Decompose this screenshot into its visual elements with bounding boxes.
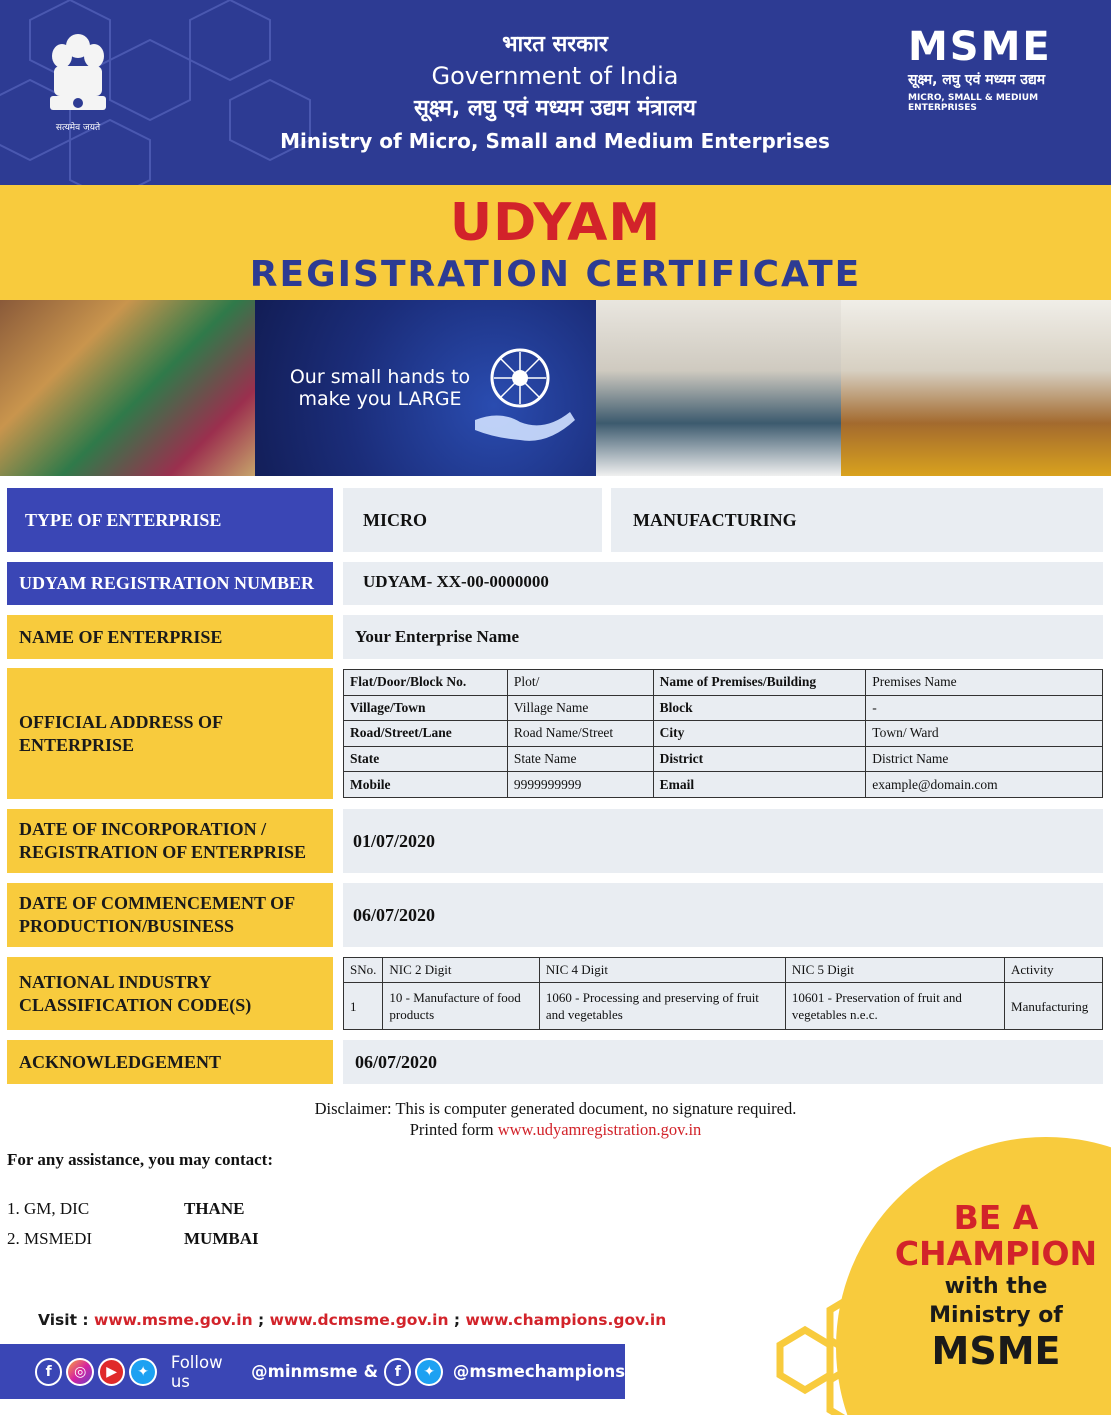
gov-hindi: भारत सरकार (502, 32, 608, 57)
udyam-portal-link[interactable]: www.udyamregistration.gov.in (497, 1120, 702, 1139)
address-table (343, 669, 1103, 798)
dcmsme-gov-link[interactable]: www.dcmsme.gov.in (269, 1311, 449, 1329)
facebook-icon[interactable]: f (35, 1358, 62, 1386)
address-cell: District Name (866, 746, 1103, 772)
address-row (344, 772, 1103, 798)
msme-logo (908, 24, 1083, 113)
title-registration-certificate: REGISTRATION CERTIFICATE (249, 254, 862, 295)
address-row (344, 721, 1103, 747)
address-row (344, 695, 1103, 721)
address-cell: Town/ Ward (866, 721, 1103, 747)
nic-cell: 10 - Manufacture of food products (383, 983, 540, 1030)
date-of-incorporation-value: 01/07/2020 (343, 809, 1103, 873)
visit-separator: ; (453, 1311, 461, 1329)
address-cell: Village Name (507, 695, 653, 721)
type-value-manufacturing: MANUFACTURING (611, 488, 1103, 552)
contact-role-2: 2. MSMEDI (7, 1229, 93, 1248)
champion-line5: MSME (931, 1329, 1061, 1373)
name-of-enterprise-label: NAME OF ENTERPRISE (7, 615, 333, 659)
address-cell: Village/Town (344, 695, 508, 721)
title-udyam: UDYAM (449, 193, 662, 253)
type-value-micro: MICRO (343, 488, 602, 552)
address-cell: Plot/ (507, 670, 653, 696)
food-processing-photo (841, 300, 1111, 476)
gov-english: Government of India (431, 62, 679, 90)
twitter-icon[interactable]: ✦ (129, 1358, 156, 1386)
name-of-enterprise-value: Your Enterprise Name (343, 615, 1103, 659)
msme-logo-hindi: सूक्ष्म, लघु एवं मध्यम उद्यम (908, 72, 1046, 88)
address-cell: - (866, 695, 1103, 721)
address-cell: Block (653, 695, 866, 721)
visit-prefix: Visit : (38, 1311, 89, 1329)
udyam-registration-number-value: UDYAM- XX-00-0000000 (343, 562, 1103, 605)
nic-header-cell: NIC 4 Digit (539, 958, 785, 983)
youtube-icon[interactable]: ▶ (98, 1358, 125, 1386)
nic-cell: 1 (344, 983, 383, 1030)
address-cell: Road Name/Street (507, 721, 653, 747)
champions-gov-link[interactable]: www.champions.gov.in (465, 1311, 667, 1329)
visit-separator: ; (258, 1311, 265, 1329)
nic-cell: 10601 - Preservation of fruit and vegetables n.e.c. (785, 983, 1004, 1030)
printed-form-prefix: Printed form (409, 1120, 498, 1139)
champion-line1: BE A (953, 1198, 1039, 1237)
udyam-registration-number-label: UDYAM REGISTRATION NUMBER (7, 562, 333, 605)
address-cell: District (653, 746, 866, 772)
assistance-heading: For any assistance, you may contact: (7, 1150, 273, 1169)
emblem-motto: सत्यमेव जयते (55, 123, 101, 133)
facebook-icon[interactable]: f (384, 1358, 411, 1386)
disclaimer-text: Disclaimer: This is computer generated document, no signature required. (314, 1099, 797, 1118)
nic-cell: 1060 - Processing and preserving of fruit and vegetables (539, 983, 785, 1030)
date-of-commencement-label: DATE OF COMMENCEMENT OF PRODUCTION/BUSINESS (7, 883, 333, 947)
contact-place-2: MUMBAI (184, 1229, 259, 1248)
msme-logo-english: MICRO, SMALL & MEDIUM ENTERPRISES (908, 93, 1039, 113)
ministry-english: Ministry of Micro, Small and Medium Enterprises (280, 129, 830, 153)
champion-slogan (880, 1200, 1111, 1372)
date-of-incorporation-label: DATE OF INCORPORATION / REGISTRATION OF ENTERPRISE (7, 809, 333, 873)
nic-header-cell: SNo. (344, 958, 383, 983)
nic-header-cell: NIC 2 Digit (383, 958, 540, 983)
official-address-label: OFFICIAL ADDRESS OF ENTERPRISE (7, 668, 333, 799)
ashoka-chakra-icon (470, 340, 580, 450)
follow-us-text: Follow us (170, 1352, 223, 1391)
nic-header-cell: NIC 5 Digit (785, 958, 1004, 983)
nic-codes-label: NATIONAL INDUSTRY CLASSIFICATION CODE(S) (7, 957, 333, 1030)
minmsme-handle[interactable]: @minmsme (251, 1362, 358, 1381)
nic-table (343, 957, 1103, 1030)
champion-line2: CHAMPION (894, 1234, 1098, 1273)
national-emblem-icon (38, 28, 118, 138)
msmechampions-handle[interactable]: @msmechampions (452, 1362, 626, 1381)
address-cell: 9999999999 (507, 772, 653, 798)
acknowledgement-value: 06/07/2020 (343, 1040, 1103, 1084)
acknowledgement-label: ACKNOWLEDGEMENT (7, 1040, 333, 1084)
contact-place-1: THANE (184, 1199, 245, 1218)
champion-line4: Ministry of (929, 1303, 1063, 1328)
government-title-block (240, 30, 870, 156)
msme-gov-link[interactable]: www.msme.gov.in (94, 1311, 253, 1329)
msme-logo-word: MSME (908, 24, 1052, 70)
nic-header-cell: Activity (1005, 958, 1103, 983)
instagram-icon[interactable]: ◎ (66, 1358, 93, 1386)
address-cell: Email (653, 772, 866, 798)
address-cell: Road/Street/Lane (344, 721, 508, 747)
header-banner (0, 0, 1111, 185)
photo-banner (0, 300, 1111, 476)
contact-role-1: 1. GM, DIC (7, 1199, 90, 1218)
address-cell: Flat/Door/Block No. (344, 670, 508, 696)
twitter-icon[interactable]: ✦ (415, 1358, 442, 1386)
date-of-commencement-value: 06/07/2020 (343, 883, 1103, 947)
artisan-photo (0, 300, 255, 476)
address-cell: Mobile (344, 772, 508, 798)
address-cell: State (344, 746, 508, 772)
nic-header-row (344, 958, 1103, 983)
certificate-title-band (0, 185, 1111, 300)
address-row (344, 670, 1103, 696)
address-cell: Name of Premises/Building (653, 670, 866, 696)
type-of-enterprise-label: TYPE OF ENTERPRISE (7, 488, 333, 552)
banner-tagline: Our small hands to make you LARGE (289, 366, 471, 410)
social-bar (0, 1344, 625, 1399)
address-cell: State Name (507, 746, 653, 772)
visit-links (38, 1311, 666, 1329)
address-row (344, 746, 1103, 772)
ampersand: & (363, 1362, 379, 1381)
address-cell: Premises Name (866, 670, 1103, 696)
nic-cell: Manufacturing (1005, 983, 1103, 1030)
nic-row (344, 983, 1103, 1030)
printed-form-line (0, 1119, 1111, 1140)
ministry-hindi: सूक्ष्म, लघु एवं मध्यम उद्यम मंत्रालय (414, 96, 696, 121)
address-cell: example@domain.com (866, 772, 1103, 798)
computer-lab-photo (596, 300, 841, 476)
address-cell: City (653, 721, 866, 747)
champion-line3: with the (944, 1274, 1048, 1299)
